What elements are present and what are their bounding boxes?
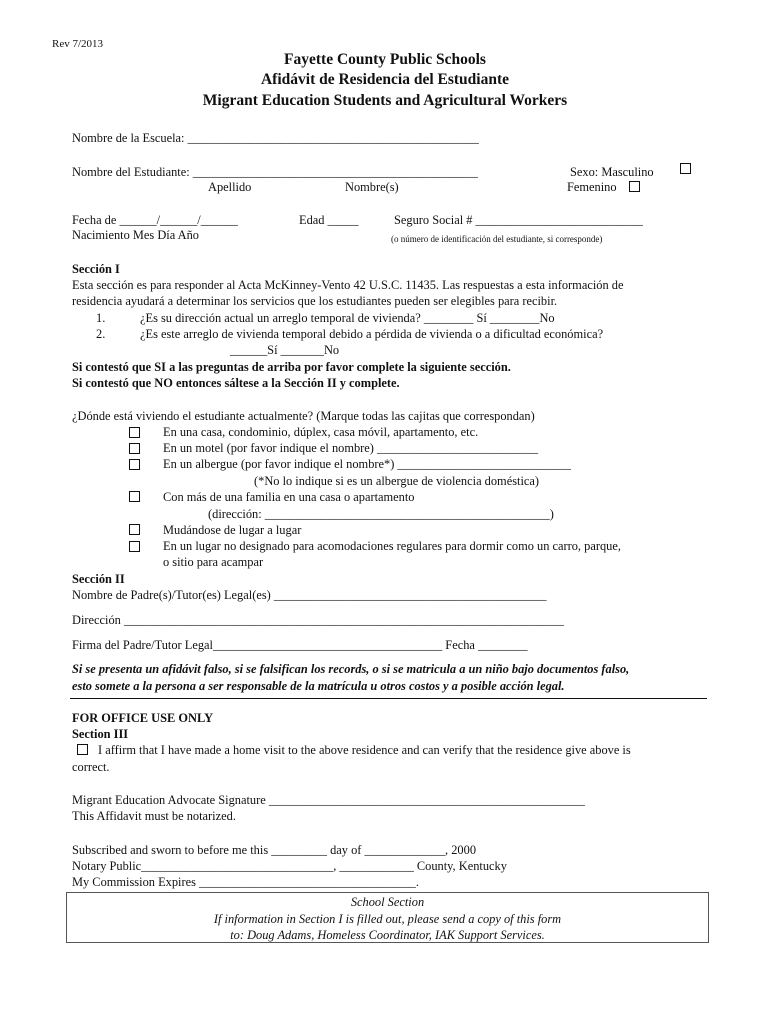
option-moving-checkbox[interactable] <box>129 524 140 535</box>
title-school-district: Fayette County Public Schools <box>284 51 486 68</box>
option-moving-label: Mudándose de lugar a lugar <box>163 523 302 537</box>
affirm-text-line-2: correct. <box>72 760 110 774</box>
option-shared-housing-checkbox[interactable] <box>129 491 140 502</box>
living-situation-question: ¿Dónde está viviendo el estudiante actualmente? (Marque todas las cajitas que correspondan) <box>72 409 535 423</box>
question-1[interactable]: ¿Es su dirección actual un arreglo temporal de vivienda? ________ Sí ________No <box>140 311 555 325</box>
commission-expires-field[interactable]: My Commission Expires ___________________________________. <box>72 875 419 889</box>
female-checkbox[interactable] <box>629 181 640 192</box>
title-affidavit: Afidávit de Residencia del Estudiante <box>260 71 509 88</box>
instruction-yes: Si contestó que SI a las preguntas de arriba por favor complete la siguiente sección. <box>72 360 511 374</box>
legal-warning-line-1: Si se presenta un afidávit falso, si se falsifican los records, o si se matricula a un niño bajo documentos falso, <box>72 662 630 676</box>
question-2-number: 2. <box>96 327 106 341</box>
option-unsheltered-label-cont: o sitio para acampar <box>163 555 264 569</box>
option-shelter-checkbox[interactable] <box>129 459 140 470</box>
section-3-heading: Section III <box>72 727 129 741</box>
option-unsheltered-checkbox[interactable] <box>129 541 140 552</box>
school-section-box <box>66 892 709 943</box>
sex-male-label: Sexo: Masculino <box>570 165 654 179</box>
affirm-checkbox[interactable] <box>77 744 88 755</box>
section-divider <box>70 698 707 699</box>
question-1-number: 1. <box>96 311 106 325</box>
advocate-signature-field[interactable]: Migrant Education Advocate Signature ___________________________________________________ <box>72 793 585 807</box>
student-name-field[interactable]: Nombre del Estudiante: ______________________________________________ <box>72 165 478 179</box>
section-2-heading: Sección II <box>72 572 125 586</box>
given-names-caption: Nombre(s) <box>345 180 399 194</box>
option-motel-checkbox[interactable] <box>129 443 140 454</box>
question-2: ¿Es este arreglo de vivienda temporal debido a pérdida de vivienda o a dificultad económica? <box>140 327 604 341</box>
address-field[interactable]: Dirección _______________________________________________________________________ <box>72 613 564 627</box>
option-unsheltered-label: En un lugar no designado para acomodaciones regulares para dormir como un carro, parque, <box>163 539 621 553</box>
legal-warning-line-2: esto somete a la persona a ser responsable de la matrícula u otros costos y a posible acción legal. <box>72 679 565 693</box>
school-box-title: School Section <box>350 895 425 909</box>
notary-public-field[interactable]: Notary Public_______________________________, ____________ County, Kentucky <box>72 859 507 873</box>
social-security-field[interactable]: Seguro Social # ___________________________ <box>394 213 643 227</box>
male-checkbox[interactable] <box>680 163 691 174</box>
option-motel-label[interactable]: En un motel (por favor indique el nombre) __________________________ <box>163 441 539 455</box>
section-1-intro-line-2: residencia ayudará a determinar los servicios que los estudiantes pueden ser elegibles para recibir. <box>72 294 558 308</box>
section-1-heading: Sección I <box>72 262 120 276</box>
birth-date-caption: Nacimiento Mes Día Año <box>72 228 199 242</box>
instruction-no: Si contestó que NO entonces sáltese a la Sección II y complete. <box>72 376 400 390</box>
parent-name-field[interactable]: Nombre de Padre(s)/Tutor(es) Legal(es) ____________________________________________ <box>72 588 547 602</box>
option-shared-housing-address[interactable]: (dirección: ______________________________________________) <box>208 507 554 521</box>
school-box-line-2: to: Doug Adams, Homeless Coordinator, IAK Support Services. <box>230 928 545 942</box>
option-shelter-label[interactable]: En un albergue (por favor indique el nombre*) ____________________________ <box>163 457 571 471</box>
office-use-heading: FOR OFFICE USE ONLY <box>72 711 214 725</box>
option-shelter-note: (*No lo indique si es un albergue de violencia doméstica) <box>254 474 540 488</box>
sworn-date-field[interactable]: Subscribed and sworn to before me this _________ day of _____________, 2000 <box>72 843 477 857</box>
title-program: Migrant Education Students and Agricultural Workers <box>202 92 568 109</box>
ssn-note: (o número de identificación del estudiante, si corresponde) <box>391 234 603 244</box>
affirm-text-line-1: I affirm that I have made a home visit to the above residence and can verify that the residence give above is <box>98 743 631 757</box>
option-shared-housing-label: Con más de una familia en una casa o apartamento <box>163 490 415 504</box>
sex-female-label: Femenino <box>567 180 617 194</box>
question-2-answer[interactable]: ______Sí _______No <box>230 343 340 357</box>
option-house-checkbox[interactable] <box>129 427 140 438</box>
option-house-label: En una casa, condominio, dúplex, casa móvil, apartamento, etc. <box>163 425 479 439</box>
parent-signature-field[interactable]: Firma del Padre/Tutor Legal_____________________________________ Fecha ________ <box>72 638 528 652</box>
surname-caption: Apellido <box>208 180 252 194</box>
age-field[interactable]: Edad _____ <box>299 213 359 227</box>
notarized-note: This Affidavit must be notarized. <box>72 809 236 823</box>
school-box-line-1: If information in Section I is filled out, please send a copy of this form <box>213 911 562 926</box>
school-name-field[interactable]: Nombre de la Escuela: _______________________________________________ <box>72 131 479 145</box>
revision-label: Rev 7/2013 <box>52 38 104 50</box>
section-1-intro-line-1: Esta sección es para responder al Acta McKinney-Vento 42 U.S.C. 11435. Las respuestas a esta información de <box>72 278 624 292</box>
birth-date-field[interactable]: Fecha de ______/______/______ <box>72 213 238 227</box>
